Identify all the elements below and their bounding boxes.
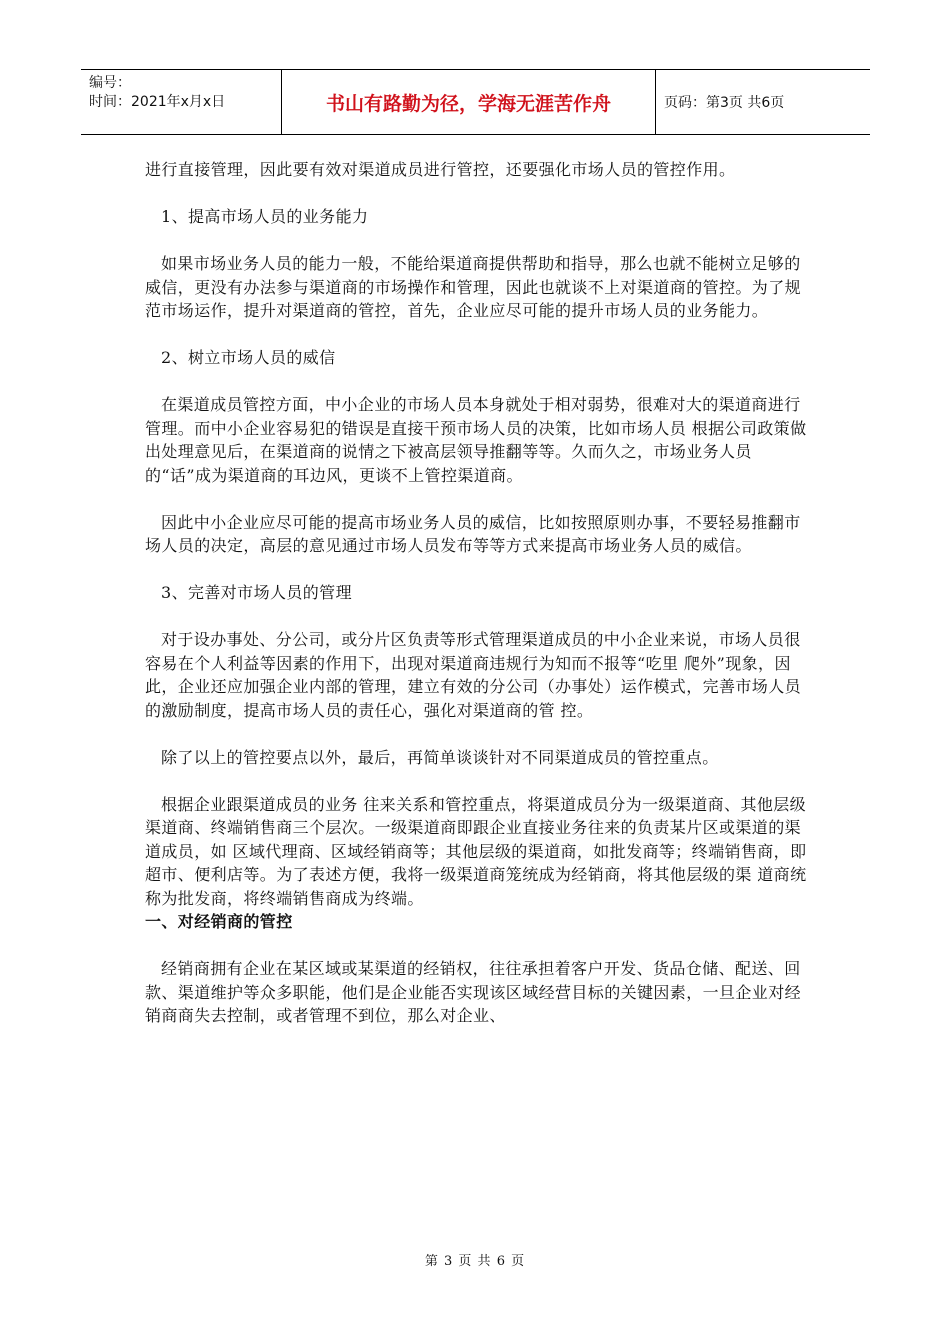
document-body — [145, 158, 809, 1028]
paragraph: 因此中小企业应尽可能的提高市场业务人员的威信，比如按照原则办事，不要轻易推翻市场人员的决定，高层的意见通过市场人员发布等等方式来提高市场业务人员的威信。 — [145, 512, 801, 555]
document-date: 时间：2021年x月x日 — [89, 94, 226, 110]
header-motto: 书山有路勤为径，学海无涯苦作舟 — [282, 70, 656, 134]
section-heading: 2、树立市场人员的威信 — [161, 348, 336, 367]
document-header — [81, 69, 870, 135]
paragraph: 如果市场业务人员的能力一般，不能给渠道商提供帮助和指导，那么也就不能树立足够的威信，更没有办法参与渠道商的市场操作和管理，因此也就谈不上对渠道商的管控。为了规范市场运作，提升对渠道商的管控，首先，企业应尽可能的提升市场人员的业务能力。 — [145, 254, 802, 320]
section-heading: 3、完善对市场人员的管理 — [161, 583, 352, 602]
paragraph: 对于设办事处、分公司，或分片区负责等形式管理渠道成员的中小企业来说，市场人员很容易在个人利益等因素的作用下，出现对渠道商违规行为知而不报等“吃里 爬外”现象，因此，企业还应加强企业内部的管理，建立有效的分公司（办事处）运作模式，完善市场人员的激励制度，提高市场人员的责任心，强化对渠道商的管 控。 — [145, 630, 802, 720]
chapter-heading: 一、对经销商的管控 — [145, 912, 293, 931]
header-page-info: 页码：第3页 共6页 — [664, 95, 785, 111]
paragraph: 进行直接管理，因此要有效对渠道成员进行管控，还要强化市场人员的管控作用。 — [145, 160, 736, 179]
paragraph: 除了以上的管控要点以外，最后，再简单谈谈针对不同渠道成员的管控重点。 — [161, 747, 719, 767]
document-number-label: 编号： — [89, 75, 131, 91]
paragraph: 经销商拥有企业在某区域或某渠道的经销权，往往承担着客户开发、货品仓储、配送、回款、渠道维护等众多职能，他们是企业能否实现该区域经营目标的关键因素，一旦企业对经销商商失去控制，或者管理不到位，那么对企业、 — [145, 959, 802, 1025]
paragraph: 根据企业跟渠道成员的业务 往来关系和管控重点，将渠道成员分为一级渠道商、其他层级渠道商、终端销售商三个层次。一级渠道商即跟企业直接业务往来的负责某片区或渠道的渠道成员，如 区域代理商、区域经销商等；其他层级的渠道商，如批发商等；终端销售商，即超市、便利店等。为了表述方便，我将一级渠道商笼统成为经销商，将其他层级的渠 道商统称为批发商，将终端销售商成为终端。 — [145, 794, 807, 908]
page-footer: 第 3 页 共 6 页 — [424, 1254, 526, 1269]
section-heading: 1、提高市场人员的业务能力 — [161, 207, 369, 226]
header-meta — [81, 70, 282, 134]
paragraph: 在渠道成员管控方面，中小企业的市场人员本身就处于相对弱势，很难对大的渠道商进行管理。而中小企业容易犯的错误是直接干预市场人员的决策，比如市场人员 根据公司政策做出处理意见后，在渠道商的说情之下被高层领导推翻等等。久而久之，市场业务人员的“话”成为渠道商的耳边风，更谈不上管控渠道商。 — [145, 395, 807, 485]
